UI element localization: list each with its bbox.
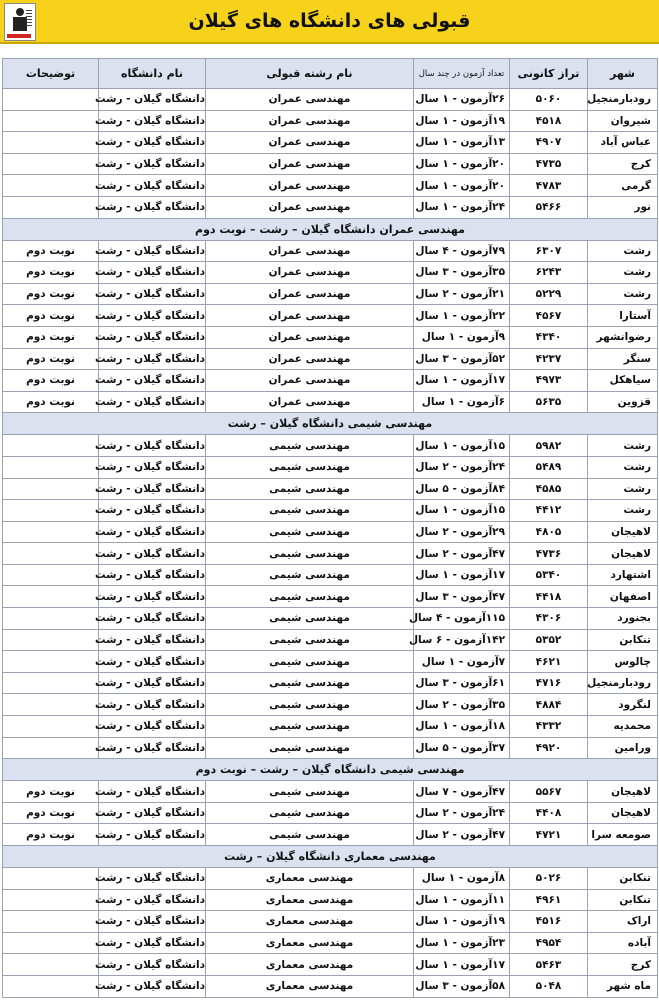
table-row xyxy=(3,651,658,673)
exams-cell: ۳۵آزمون - ۲ سال xyxy=(414,694,510,716)
header-row xyxy=(3,59,658,89)
table-row xyxy=(3,672,658,694)
table-row xyxy=(3,781,658,803)
table-row xyxy=(3,716,658,738)
notes-cell: نوبت دوم xyxy=(3,802,99,824)
exams-cell: ۱۳آزمون - ۱ سال xyxy=(414,132,510,154)
col-header-university: نام دانشگاه xyxy=(99,59,206,89)
city-cell: سیاهکل xyxy=(588,370,658,392)
score-cell: ۴۵۱۶ xyxy=(510,911,588,933)
exams-cell: ۱۷آزمون - ۱ سال xyxy=(414,370,510,392)
major-cell: مهندسی عمران xyxy=(206,348,414,370)
table-row xyxy=(3,153,658,175)
exams-cell: ۱۷آزمون - ۱ سال xyxy=(414,954,510,976)
university-cell: دانشگاه گیلان - رشت xyxy=(99,868,206,890)
university-cell: دانشگاه گیلان - رشت xyxy=(99,305,206,327)
table-row xyxy=(3,586,658,608)
table-row xyxy=(3,954,658,976)
city-cell: رشت xyxy=(588,240,658,262)
major-cell: مهندسی عمران xyxy=(206,326,414,348)
notes-cell xyxy=(3,629,99,651)
city-cell: ماه شهر xyxy=(588,975,658,997)
table-row xyxy=(3,694,658,716)
score-cell: ۴۹۶۱ xyxy=(510,889,588,911)
score-cell: ۴۵۱۸ xyxy=(510,110,588,132)
city-cell: تنکابن xyxy=(588,868,658,890)
university-cell: دانشگاه گیلان - رشت xyxy=(99,196,206,218)
major-cell: مهندسی شیمی xyxy=(206,802,414,824)
major-cell: مهندسی شیمی xyxy=(206,456,414,478)
university-cell: دانشگاه گیلان - رشت xyxy=(99,262,206,284)
exams-cell: ۱۵آزمون - ۱ سال xyxy=(414,435,510,457)
notes-cell xyxy=(3,889,99,911)
table-row xyxy=(3,456,658,478)
major-cell: مهندسی شیمی xyxy=(206,694,414,716)
city-cell: سنگر xyxy=(588,348,658,370)
major-cell: مهندسی معماری xyxy=(206,889,414,911)
section-heading-row xyxy=(3,218,658,240)
major-cell: مهندسی شیمی xyxy=(206,478,414,500)
score-cell: ۵۳۴۰ xyxy=(510,564,588,586)
university-cell: دانشگاه گیلان - رشت xyxy=(99,391,206,413)
exams-cell: ۱۴۲آزمون - ۶ سال xyxy=(414,629,510,651)
university-cell: دانشگاه گیلان - رشت xyxy=(99,737,206,759)
notes-cell xyxy=(3,543,99,565)
col-header-notes: توضیحات xyxy=(3,59,99,89)
score-cell: ۶۳۰۷ xyxy=(510,240,588,262)
city-cell: رشت xyxy=(588,456,658,478)
university-cell: دانشگاه گیلان - رشت xyxy=(99,240,206,262)
exams-cell: ۲۰آزمون - ۱ سال xyxy=(414,175,510,197)
notes-cell: نوبت دوم xyxy=(3,370,99,392)
university-cell: دانشگاه گیلان - رشت xyxy=(99,694,206,716)
notes-cell xyxy=(3,954,99,976)
score-cell: ۵۴۶۶ xyxy=(510,196,588,218)
major-cell: مهندسی شیمی xyxy=(206,608,414,630)
exams-cell: ۱۱آزمون - ۱ سال xyxy=(414,889,510,911)
exams-cell: ۵۸آزمون - ۳ سال xyxy=(414,975,510,997)
exams-cell: ۲۶آزمون - ۱ سال xyxy=(414,89,510,111)
notes-cell: نوبت دوم xyxy=(3,283,99,305)
major-cell: مهندسی شیمی xyxy=(206,651,414,673)
notes-cell xyxy=(3,132,99,154)
city-cell: لاهیجان xyxy=(588,781,658,803)
notes-cell xyxy=(3,868,99,890)
major-cell: مهندسی عمران xyxy=(206,132,414,154)
score-cell: ۵۶۳۵ xyxy=(510,391,588,413)
city-cell: بجنورد xyxy=(588,608,658,630)
table-row xyxy=(3,283,658,305)
city-cell: رشت xyxy=(588,283,658,305)
table-row xyxy=(3,543,658,565)
exams-cell: ۶۱آزمون - ۳ سال xyxy=(414,672,510,694)
exams-cell: ۲۴آزمون - ۱ سال xyxy=(414,196,510,218)
score-cell: ۵۲۲۹ xyxy=(510,283,588,305)
exams-cell: ۱۹آزمون - ۱ سال xyxy=(414,110,510,132)
score-cell: ۴۹۰۷ xyxy=(510,132,588,154)
exams-cell: ۴۷آزمون - ۳ سال xyxy=(414,586,510,608)
notes-cell xyxy=(3,175,99,197)
city-cell: آباده xyxy=(588,932,658,954)
table-row xyxy=(3,629,658,651)
notes-cell: نوبت دوم xyxy=(3,781,99,803)
city-cell: محمدیه xyxy=(588,716,658,738)
university-cell: دانشگاه گیلان - رشت xyxy=(99,564,206,586)
city-cell: لنگرود xyxy=(588,694,658,716)
university-cell: دانشگاه گیلان - رشت xyxy=(99,781,206,803)
exams-cell: ۱۹آزمون - ۱ سال xyxy=(414,911,510,933)
table-row xyxy=(3,564,658,586)
major-cell: مهندسی شیمی xyxy=(206,586,414,608)
university-cell: دانشگاه گیلان - رشت xyxy=(99,824,206,846)
major-cell: مهندسی معماری xyxy=(206,911,414,933)
exams-cell: ۲۹آزمون - ۲ سال xyxy=(414,521,510,543)
score-cell: ۴۸۸۴ xyxy=(510,694,588,716)
score-cell: ۴۲۳۷ xyxy=(510,348,588,370)
notes-cell: نوبت دوم xyxy=(3,326,99,348)
university-cell: دانشگاه گیلان - رشت xyxy=(99,975,206,997)
score-cell: ۴۴۰۸ xyxy=(510,802,588,824)
major-cell: مهندسی عمران xyxy=(206,391,414,413)
notes-cell xyxy=(3,975,99,997)
table-row xyxy=(3,240,658,262)
city-cell: رشت xyxy=(588,435,658,457)
university-cell: دانشگاه گیلان - رشت xyxy=(99,716,206,738)
city-cell: قزوین xyxy=(588,391,658,413)
score-cell: ۵۰۴۸ xyxy=(510,975,588,997)
table-row xyxy=(3,737,658,759)
table-row xyxy=(3,132,658,154)
university-cell: دانشگاه گیلان - رشت xyxy=(99,348,206,370)
score-cell: ۴۷۲۱ xyxy=(510,824,588,846)
city-cell: تنکابن xyxy=(588,629,658,651)
university-cell: دانشگاه گیلان - رشت xyxy=(99,586,206,608)
major-cell: مهندسی شیمی xyxy=(206,543,414,565)
city-cell: رشت xyxy=(588,500,658,522)
notes-cell xyxy=(3,651,99,673)
major-cell: مهندسی عمران xyxy=(206,175,414,197)
table-row xyxy=(3,370,658,392)
city-cell: اشتهارد xyxy=(588,564,658,586)
table-row xyxy=(3,110,658,132)
section-heading-row xyxy=(3,759,658,781)
exams-cell: ۶آزمون - ۱ سال xyxy=(414,391,510,413)
major-cell: مهندسی شیمی xyxy=(206,672,414,694)
table-row xyxy=(3,911,658,933)
city-cell: کرج xyxy=(588,153,658,175)
table-row xyxy=(3,478,658,500)
score-cell: ۴۹۷۳ xyxy=(510,370,588,392)
city-cell: نور xyxy=(588,196,658,218)
exams-cell: ۳۵آزمون - ۳ سال xyxy=(414,262,510,284)
section-heading: مهندسی معماری دانشگاه گیلان – رشت xyxy=(3,846,658,868)
university-cell: دانشگاه گیلان - رشت xyxy=(99,478,206,500)
major-cell: مهندسی شیمی xyxy=(206,737,414,759)
notes-cell xyxy=(3,196,99,218)
city-cell: اصفهان xyxy=(588,586,658,608)
city-cell: لاهیجان xyxy=(588,521,658,543)
university-cell: دانشگاه گیلان - رشت xyxy=(99,132,206,154)
exams-cell: ۹آزمون - ۱ سال xyxy=(414,326,510,348)
notes-cell: نوبت دوم xyxy=(3,348,99,370)
section-heading: مهندسی شیمی دانشگاه گیلان – رشت xyxy=(3,413,658,435)
table-row xyxy=(3,326,658,348)
exams-cell: ۲۴آزمون - ۲ سال xyxy=(414,456,510,478)
exams-cell: ۴۷آزمون - ۲ سال xyxy=(414,543,510,565)
notes-cell xyxy=(3,932,99,954)
score-cell: ۴۴۱۲ xyxy=(510,500,588,522)
major-cell: مهندسی شیمی xyxy=(206,716,414,738)
section-heading-row xyxy=(3,413,658,435)
exams-cell: ۸۴آزمون - ۵ سال xyxy=(414,478,510,500)
notes-cell xyxy=(3,435,99,457)
major-cell: مهندسی معماری xyxy=(206,932,414,954)
score-cell: ۴۷۳۶ xyxy=(510,543,588,565)
major-cell: مهندسی معماری xyxy=(206,954,414,976)
city-cell: ورامین xyxy=(588,737,658,759)
major-cell: مهندسی شیمی xyxy=(206,781,414,803)
col-header-city: شهر xyxy=(588,59,658,89)
exams-cell: ۲۰آزمون - ۱ سال xyxy=(414,153,510,175)
university-cell: دانشگاه گیلان - رشت xyxy=(99,802,206,824)
exams-cell: ۳۷آزمون - ۵ سال xyxy=(414,737,510,759)
city-cell: رشت xyxy=(588,262,658,284)
section-heading: مهندسی عمران دانشگاه گیلان – رشت – نوبت دوم xyxy=(3,218,658,240)
major-cell: مهندسی شیمی xyxy=(206,500,414,522)
table-row xyxy=(3,824,658,846)
major-cell: مهندسی عمران xyxy=(206,240,414,262)
table-row xyxy=(3,500,658,522)
exams-cell: ۲۴آزمون - ۲ سال xyxy=(414,802,510,824)
city-cell: شیروان xyxy=(588,110,658,132)
score-cell: ۴۸۰۵ xyxy=(510,521,588,543)
city-cell: رشت xyxy=(588,478,658,500)
notes-cell: نوبت دوم xyxy=(3,391,99,413)
notes-cell xyxy=(3,564,99,586)
city-cell: رودبارمنجیل xyxy=(588,89,658,111)
university-cell: دانشگاه گیلان - رشت xyxy=(99,110,206,132)
university-cell: دانشگاه گیلان - رشت xyxy=(99,672,206,694)
notes-cell xyxy=(3,672,99,694)
city-cell: لاهیجان xyxy=(588,802,658,824)
notes-cell xyxy=(3,500,99,522)
exams-cell: ۱۸آزمون - ۱ سال xyxy=(414,716,510,738)
table-row xyxy=(3,391,658,413)
university-cell: دانشگاه گیلان - رشت xyxy=(99,651,206,673)
city-cell: اراک xyxy=(588,911,658,933)
university-cell: دانشگاه گیلان - رشت xyxy=(99,608,206,630)
city-cell: رودبارمنجیل xyxy=(588,672,658,694)
city-cell: گرمی xyxy=(588,175,658,197)
university-cell: دانشگاه گیلان - رشت xyxy=(99,89,206,111)
notes-cell: نوبت دوم xyxy=(3,240,99,262)
major-cell: مهندسی عمران xyxy=(206,262,414,284)
exams-cell: ۱۷آزمون - ۱ سال xyxy=(414,564,510,586)
university-cell: دانشگاه گیلان - رشت xyxy=(99,629,206,651)
exams-cell: ۸آزمون - ۱ سال xyxy=(414,868,510,890)
exams-cell: ۴۷آزمون - ۲ سال xyxy=(414,824,510,846)
city-cell: لاهیجان xyxy=(588,543,658,565)
notes-cell xyxy=(3,716,99,738)
university-cell: دانشگاه گیلان - رشت xyxy=(99,283,206,305)
notes-cell: نوبت دوم xyxy=(3,305,99,327)
university-cell: دانشگاه گیلان - رشت xyxy=(99,456,206,478)
score-cell: ۵۹۸۲ xyxy=(510,435,588,457)
city-cell: چالوس xyxy=(588,651,658,673)
major-cell: مهندسی عمران xyxy=(206,305,414,327)
city-cell: رضوانشهر xyxy=(588,326,658,348)
table-row xyxy=(3,196,658,218)
university-cell: دانشگاه گیلان - رشت xyxy=(99,435,206,457)
score-cell: ۵۴۸۹ xyxy=(510,456,588,478)
table-row xyxy=(3,521,658,543)
university-cell: دانشگاه گیلان - رشت xyxy=(99,370,206,392)
score-cell: ۴۶۲۱ xyxy=(510,651,588,673)
table-row xyxy=(3,262,658,284)
score-cell: ۴۷۸۳ xyxy=(510,175,588,197)
major-cell: مهندسی معماری xyxy=(206,975,414,997)
major-cell: مهندسی شیمی xyxy=(206,521,414,543)
table-row xyxy=(3,932,658,954)
score-cell: ۴۹۵۴ xyxy=(510,932,588,954)
score-cell: ۴۳۴۰ xyxy=(510,326,588,348)
score-cell: ۴۵۸۵ xyxy=(510,478,588,500)
major-cell: مهندسی معماری xyxy=(206,868,414,890)
page-title: قبولی های دانشگاه های گیلان xyxy=(188,10,471,32)
university-cell: دانشگاه گیلان - رشت xyxy=(99,954,206,976)
university-cell: دانشگاه گیلان - رشت xyxy=(99,153,206,175)
city-cell: آستارا xyxy=(588,305,658,327)
table-row xyxy=(3,889,658,911)
col-header-exams: تعداد آزمون در چند سال xyxy=(414,59,510,89)
notes-cell xyxy=(3,478,99,500)
table-row xyxy=(3,348,658,370)
major-cell: مهندسی شیمی xyxy=(206,564,414,586)
exams-cell: ۷آزمون - ۱ سال xyxy=(414,651,510,673)
university-cell: دانشگاه گیلان - رشت xyxy=(99,932,206,954)
major-cell: مهندسی شیمی xyxy=(206,435,414,457)
notes-cell xyxy=(3,456,99,478)
title-banner xyxy=(0,0,659,44)
table-row xyxy=(3,868,658,890)
university-cell: دانشگاه گیلان - رشت xyxy=(99,500,206,522)
score-cell: ۴۵۶۷ xyxy=(510,305,588,327)
section-heading: مهندسی شیمی دانشگاه گیلان – رشت – نوبت دوم xyxy=(3,759,658,781)
city-cell: کرج xyxy=(588,954,658,976)
exams-cell: ۲۱آزمون - ۲ سال xyxy=(414,283,510,305)
notes-cell: نوبت دوم xyxy=(3,824,99,846)
university-cell: دانشگاه گیلان - رشت xyxy=(99,521,206,543)
score-cell: ۵۵۶۷ xyxy=(510,781,588,803)
exams-cell: ۱۱۵آزمون - ۴ سال xyxy=(414,608,510,630)
notes-cell xyxy=(3,586,99,608)
city-cell: عباس آباد xyxy=(588,132,658,154)
score-cell: ۶۲۴۳ xyxy=(510,262,588,284)
col-header-score: تراز کانونی xyxy=(510,59,588,89)
notes-cell xyxy=(3,737,99,759)
major-cell: مهندسی شیمی xyxy=(206,629,414,651)
major-cell: مهندسی عمران xyxy=(206,370,414,392)
score-cell: ۴۴۱۸ xyxy=(510,586,588,608)
notes-cell xyxy=(3,521,99,543)
score-cell: ۵۰۲۶ xyxy=(510,868,588,890)
exams-cell: ۱۵آزمون - ۱ سال xyxy=(414,500,510,522)
exams-cell: ۲۲آزمون - ۱ سال xyxy=(414,305,510,327)
score-cell: ۴۷۳۵ xyxy=(510,153,588,175)
table-row xyxy=(3,435,658,457)
university-cell: دانشگاه گیلان - رشت xyxy=(99,543,206,565)
score-cell: ۴۳۳۲ xyxy=(510,716,588,738)
major-cell: مهندسی عمران xyxy=(206,196,414,218)
city-cell: صومعه سرا xyxy=(588,824,658,846)
university-cell: دانشگاه گیلان - رشت xyxy=(99,326,206,348)
exams-cell: ۴۷آزمون - ۷ سال xyxy=(414,781,510,803)
col-header-major: نام رشته قبولی xyxy=(206,59,414,89)
table-row xyxy=(3,975,658,997)
score-cell: ۵۳۵۲ xyxy=(510,629,588,651)
notes-cell xyxy=(3,110,99,132)
notes-cell xyxy=(3,153,99,175)
table-body xyxy=(3,89,658,998)
score-cell: ۴۷۱۶ xyxy=(510,672,588,694)
notes-cell: نوبت دوم xyxy=(3,262,99,284)
exams-cell: ۵۲آزمون - ۳ سال xyxy=(414,348,510,370)
table-row xyxy=(3,305,658,327)
table-row xyxy=(3,175,658,197)
university-cell: دانشگاه گیلان - رشت xyxy=(99,889,206,911)
major-cell: مهندسی شیمی xyxy=(206,824,414,846)
admissions-table xyxy=(2,58,658,998)
university-cell: دانشگاه گیلان - رشت xyxy=(99,911,206,933)
major-cell: مهندسی عمران xyxy=(206,283,414,305)
table-row xyxy=(3,608,658,630)
score-cell: ۴۳۰۶ xyxy=(510,608,588,630)
major-cell: مهندسی عمران xyxy=(206,153,414,175)
university-cell: دانشگاه گیلان - رشت xyxy=(99,175,206,197)
exams-cell: ۷۹آزمون - ۴ سال xyxy=(414,240,510,262)
exams-cell: ۲۳آزمون - ۱ سال xyxy=(414,932,510,954)
notes-cell xyxy=(3,89,99,111)
score-cell: ۵۴۶۳ xyxy=(510,954,588,976)
major-cell: مهندسی عمران xyxy=(206,110,414,132)
score-cell: ۵۰۶۰ xyxy=(510,89,588,111)
table-row xyxy=(3,89,658,111)
notes-cell xyxy=(3,608,99,630)
table-row xyxy=(3,802,658,824)
notes-cell xyxy=(3,694,99,716)
city-cell: تنکابن xyxy=(588,889,658,911)
major-cell: مهندسی عمران xyxy=(206,89,414,111)
notes-cell xyxy=(3,911,99,933)
section-heading-row xyxy=(3,846,658,868)
score-cell: ۴۹۲۰ xyxy=(510,737,588,759)
